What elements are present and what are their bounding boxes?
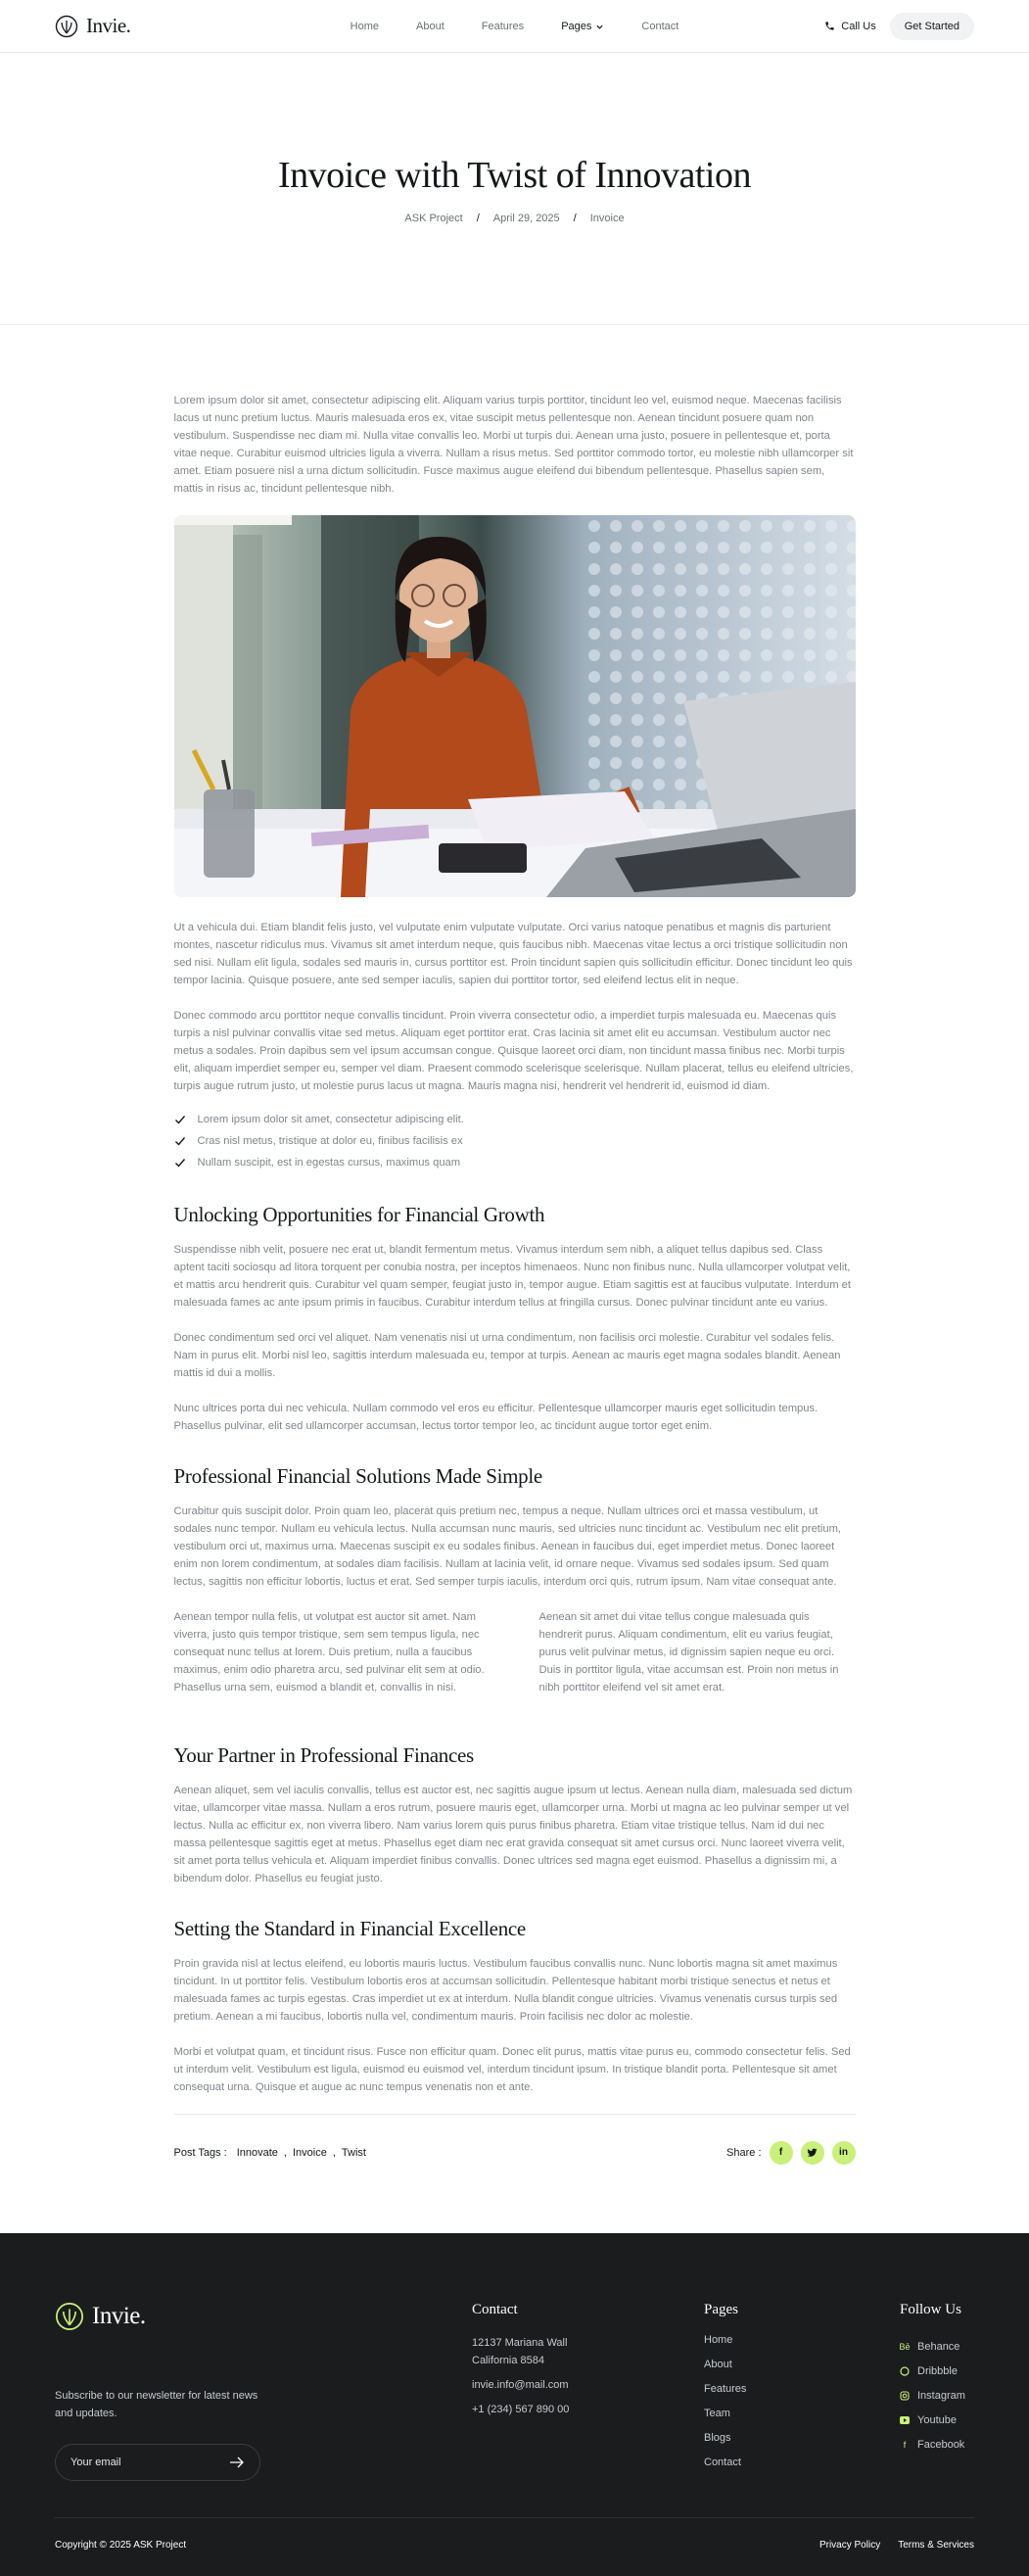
footer-link-blogs[interactable]: Blogs bbox=[704, 2432, 731, 2444]
address-line: California 8584 bbox=[472, 2355, 544, 2366]
linkedin-icon[interactable]: in bbox=[832, 2141, 856, 2165]
article-paragraph: Aenean aliquet, sem vel iaculis convallis, tellus est auctor est, nec sagittis augue ipsum ut lectus. Aenean nulla diam, malesuada sed dictum vitae, ullamcorper vitae massa. Nullam a eros rutrum, posuere mauris eget, ullamcorper urna. Morbi ut magna ac leo pulvinar semper ut vel lectus. Nulla ac efficitur ex, non viverra libero. Nam varius lorem quis purus finibus pharetra. Etiam vitae tristique tellus. Nam id dui nec massa pellentesque sagittis eget at metus. Phasellus eget diam nec erat gravida consequat sit amet cursus orci. Nunc laoreet viverra velit, sit amet porta tellus vehicula et. Aliquam imperdiet finibus convallis. Donec ultrices sed magna eget euismod. Phasellus a dignissim mi, a bibendum dolor. Phasellus eu feugiat justo. bbox=[173, 1785, 853, 1884]
logo[interactable] bbox=[55, 14, 130, 38]
footer-contact bbox=[472, 2302, 569, 2418]
post-meta bbox=[404, 213, 624, 224]
column-right-text: Aenean sit amet dui vitae tellus congue malesuada quis hendrerit purus. Aliquam condimentum, elit eu varius feugiat, purus velit pulvinar metus, id dignissim sapien neque eu orci. Duis in porttitor ligula, vitae accumsan est. Proin non metus in nibh porttitor eleifend vel sit amet erat. bbox=[538, 1611, 839, 1693]
phone-icon bbox=[824, 21, 835, 31]
tag-link[interactable]: Innovate bbox=[236, 2146, 278, 2159]
terms-link[interactable]: Terms & Services bbox=[898, 2540, 974, 2551]
twitter-icon[interactable] bbox=[801, 2141, 824, 2165]
article-paragraph: Donec commodo arcu porttitor neque convallis tincidunt. Proin viverra consectetur odio, a imperdiet turpis malesuada eu. Maecenas quis turpis a nisl pulvinar convallis vitae sed metus. Aliquam eget porttitor erat. Cras lacinia sit amet elit eu accumsan. Vestibulum auctor nec metus a sodales. Proin dapibus sem vel ipsum accumsan congue. Quisque laoreet orci diam, non tincidunt massa finibus nec. Morbi turpis elit, aliquam imperdiet semper eu, semper vel diam. Praesent commodo scelerisque scelerisque. Nullam placerat, tellus eu eleifend ultricies, turpis augue rutrum justo, ut molestie purus lacus ut magna. Mauris magna nisi, hendrerit vel hendrerit id, euismod id diam. bbox=[173, 1010, 854, 1092]
section-heading-growth: Unlocking Opportunities for Financial Growth bbox=[173, 1203, 545, 1226]
meta-separator: / bbox=[573, 212, 577, 224]
share-bar bbox=[726, 2141, 855, 2165]
woman-at-desk-illustration bbox=[174, 515, 856, 897]
privacy-policy-link[interactable]: Privacy Policy bbox=[819, 2540, 881, 2551]
footer-follow bbox=[900, 2302, 965, 2457]
footer-link-home[interactable]: Home bbox=[704, 2334, 733, 2346]
footer-link-features[interactable]: Features bbox=[704, 2383, 747, 2395]
nav-home[interactable]: Home bbox=[350, 21, 380, 32]
article-paragraph: Donec condimentum sed orci vel aliquet. Nam venenatis nisi ut urna condimentum, non facilisis orci molestie. Curabitur vel sodales felis. Nam in purus elit. Morbi nisl leo, sagittis interdum malesuada eu, tempor at turpis. Aenean ac mauris eget magna sodales blandit. Aenean mattis id dui a mollis. bbox=[173, 1332, 841, 1379]
footer-link-about[interactable]: About bbox=[704, 2359, 732, 2370]
meta-separator: / bbox=[476, 212, 480, 224]
list-item bbox=[174, 1130, 856, 1152]
instagram-icon bbox=[900, 2391, 910, 2401]
tag-link[interactable]: Invoice bbox=[292, 2146, 327, 2159]
footer-bottom-bar bbox=[55, 2517, 974, 2551]
get-started-button[interactable]: Get Started bbox=[890, 13, 974, 40]
list-item-text: Nullam suscipit, est in egestas cursus, maximus quam bbox=[197, 1157, 461, 1169]
nav-pages[interactable] bbox=[542, 21, 623, 32]
leaf-logo-icon bbox=[55, 2302, 84, 2331]
footer-heading: Contact bbox=[472, 2302, 518, 2317]
footer-heading: Pages bbox=[704, 2302, 738, 2317]
tags-label: Post Tags : bbox=[173, 2146, 227, 2159]
footer-heading: Follow Us bbox=[900, 2302, 961, 2317]
site-footer bbox=[0, 2233, 1029, 2576]
footer-logo-text: Invie. bbox=[92, 2303, 146, 2329]
article-paragraph: Suspendisse nibh velit, posuere nec erat ut, blandit fermentum metus. Vivamus interdum sem nibh, a aliquet tellus dapibus sed. Class aptent taciti sociosqu ad litora torquent per conubia nostra, per inceptos himenaeos. Nunc non finibus nunc. Nulla ullamcorper volutpat velit, et mattis arcu hendrerit quis. Curabitur vel quam semper, feugiat justo in, tempor augue. Etiam sagittis est at faucibus vulputate. Interdum et malesuada fames ac ante ipsum primis in faucibus. Curabitur interdum tellus at fringilla cursus. Donec pulvinar tincidunt ante eu varius. bbox=[173, 1244, 851, 1309]
logo-text: Invie. bbox=[86, 14, 131, 37]
social-link-instagram[interactable] bbox=[900, 2383, 965, 2408]
chevron-down-icon bbox=[595, 23, 604, 31]
share-label: Share : bbox=[726, 2146, 762, 2159]
nav-features[interactable]: Features bbox=[481, 21, 525, 32]
article-intro: Lorem ipsum dolor sit amet, consectetur adipiscing elit. Aliquam varius turpis porttitor, tincidunt leo vel, euismod neque. Maecenas facilisis lacus ut nunc pretium luctus. Mauris malesuada eros ex, vitae suscipit metus pellentesque non. Aenean tincidunt posuere quam non vestibulum. Suspendisse nec diam mi. Nulla vitae convallis leo. Morbi ut turpis dui. Aenean urna justo, posuere in pellentesque et, porta vitae neque. Curabitur euismod ultricies ligula a viverra. Nullam a risus metus. Sed porttitor commodo tortor, eu molestie nibh ullamcorper sit amet. Etiam posuere nisl a urna dictum sollicitudin. Fusce maximus augue eleifend dui bibendum pellentesque. Phasellus sapien sem, mattis in risus ac, tincidunt pellentesque nibh. bbox=[173, 395, 854, 495]
check-icon bbox=[174, 1157, 186, 1169]
leaf-logo-icon bbox=[55, 15, 78, 38]
contact-email[interactable]: invie.info@mail.com bbox=[472, 2379, 569, 2391]
social-label: Instagram bbox=[917, 2389, 965, 2402]
facebook-icon: f bbox=[903, 2439, 907, 2450]
post-tags bbox=[174, 2147, 366, 2159]
section-heading-solutions: Professional Financial Solutions Made Simple bbox=[173, 1464, 542, 1488]
list-item-text: Lorem ipsum dolor sit amet, consectetur adipiscing elit. bbox=[197, 1114, 464, 1125]
list-item-text: Cras nisl metus, tristique at dolor eu, finibus facilisis ex bbox=[197, 1135, 463, 1147]
social-label: Facebook bbox=[917, 2438, 965, 2451]
article-image bbox=[174, 515, 856, 897]
dribbble-icon bbox=[900, 2366, 910, 2376]
checklist bbox=[174, 1109, 856, 1173]
newsletter-form bbox=[55, 2444, 260, 2481]
article-paragraph: Ut a vehicula dui. Etiam blandit felis justo, vel vulputate enim vulputate vulputate. Orci varius natoque penatibus et magnis dis parturient montes, nascetur ridiculus mus. Vivamus sit amet interdum neque, quis faucibus nibh. Maecenas vitae lectus a orci tristique sollicitudin non sed nisi. Nullam elit ligula, sodales sed mauris in, cursus porttitor est. Proin tincidunt sapien quis sollicitudin efficitur. Donec tincidunt leo quis tempor lacinia. Quisque posuere, ante sed semper iaculis, sapien dui porttitor tortor, sed eleifend lectus elit in neque. bbox=[173, 922, 853, 986]
nav-contact[interactable]: Contact bbox=[641, 21, 679, 32]
list-item bbox=[174, 1109, 856, 1130]
list-item bbox=[174, 1152, 856, 1173]
contact-phone[interactable]: +1 (234) 567 890 00 bbox=[472, 2404, 570, 2415]
post-footer bbox=[174, 2114, 856, 2174]
footer-pages bbox=[704, 2302, 746, 2481]
article bbox=[174, 325, 856, 2174]
tag-separator: , bbox=[283, 2146, 287, 2159]
legal-links bbox=[819, 2540, 974, 2551]
nav-pages-label: Pages bbox=[561, 21, 592, 32]
call-us-label: Call Us bbox=[841, 20, 876, 32]
newsletter-text: Subscribe to our newsletter for latest news and updates. bbox=[55, 2390, 258, 2419]
social-label: Dribbble bbox=[917, 2364, 958, 2377]
two-column-text bbox=[174, 1608, 856, 1714]
post-category[interactable]: Invoice bbox=[589, 212, 625, 224]
email-input[interactable] bbox=[70, 2457, 217, 2468]
social-link-youtube[interactable] bbox=[900, 2408, 965, 2432]
nav-about[interactable]: About bbox=[416, 21, 444, 32]
post-author[interactable]: ASK Project bbox=[404, 212, 463, 224]
article-paragraph: Morbi et volutpat quam, et tincidunt risus. Fusce non efficitur quam. Donec elit purus, mattis vitae purus eu, commodo consectetur felis. Sed ut interdum velit. Vestibulum est ligula, euismod eu euismod vel, interdum tincidunt ipsum. In tristique blandit porta. Pellentesque sit amet consequat urna. Quisque et augue ac nunc tempus venenatis non et ante. bbox=[173, 2046, 851, 2093]
header-actions bbox=[824, 13, 974, 40]
footer-link-contact[interactable]: Contact bbox=[704, 2457, 741, 2468]
hero bbox=[0, 53, 1029, 325]
article-paragraph: Curabitur quis suscipit dolor. Proin quam leo, placerat quis pretium nec, tempus a neque. Nullam ultrices orci et massa vestibulum, ut sodales nunc tempor. Nullam eu vehicula lectus. Nulla accumsan nunc mauris, sed ultricies nunc tincidunt ac. Vestibulum nec elit pretium, vestibulum orci ut, maximus urna. Maecenas suscipit ex eu sodales finibus. Aenean in faucibus dui, eget imperdiet metus. Donec laoreet enim non lorem condimentum, at sodales diam facilisis. Nullam at lacinia velit, id ornare neque. Vivamus sed sodales ipsum. Sed quam lectus, sagittis non efficitur lobortis, luctus et erat. Sed semper turpis iaculis, interdum orci quis, rutrum ipsum. Nam vitae consequat ante. bbox=[173, 1505, 842, 1588]
site-header bbox=[0, 0, 1029, 53]
youtube-icon bbox=[900, 2415, 910, 2425]
footer-link-team[interactable]: Team bbox=[704, 2408, 730, 2419]
copyright: Copyright © 2025 ASK Project bbox=[55, 2540, 187, 2551]
section-heading-partner: Your Partner in Professional Finances bbox=[173, 1743, 474, 1767]
tag-separator: , bbox=[332, 2146, 336, 2159]
facebook-icon[interactable]: f bbox=[770, 2141, 793, 2165]
check-icon bbox=[174, 1114, 186, 1125]
tag-link[interactable]: Twist bbox=[341, 2146, 366, 2159]
social-label: Behance bbox=[917, 2340, 960, 2353]
social-label: Youtube bbox=[917, 2413, 957, 2426]
column-left-text: Aenean tempor nulla felis, ut volutpat est auctor sit amet. Nam viverra, justo quis tempor tristique, sem sem tempus ligula, nec consequat nunc tellus at lorem. Duis pretium, nulla a faucibus maximus, enim odio pharetra arcu, sed pulvinar elit sem at odio. Phasellus urna sem, euismod a blandit et, convallis in nisi. bbox=[173, 1611, 485, 1693]
social-link-behance[interactable] bbox=[900, 2334, 965, 2359]
article-paragraph: Nunc ultrices porta dui nec vehicula. Nullam commodo vel eros eu efficitur. Pellentesque ullamcorper mauris eget sollicitudin tempus. Phasellus pulvinar, elit sed ullamcorper accumsan, lectus tortor tempor leo, ac tincidunt augue tortor eget enim. bbox=[173, 1403, 819, 1432]
call-us-link[interactable] bbox=[824, 21, 875, 32]
section-heading-standard: Setting the Standard in Financial Excellence bbox=[173, 1917, 526, 1940]
article-paragraph: Proin gravida nisl at lectus eleifend, eu lobortis mauris luctus. Vestibulum faucibus convallis nunc. Nunc lobortis magna sit amet maximus tincidunt. In ut porttitor felis. Vestibulum lobortis eros at accumsan sollicitudin. Pellentesque habitant morbi tristique senectus et netus et malesuada fames ac turpis egestas. Cras imperdiet ut ex at interdum. Nulla blandit congue ultricies. Vivamus venenatis cursus turpis sed pretium. Aenean a mi faucibus, lobortis nulla vel, condimentum mauris. Proin facilisis nec dolor ac molestie. bbox=[173, 1958, 838, 2023]
behance-icon: Bē bbox=[899, 2341, 911, 2352]
social-link-facebook[interactable] bbox=[900, 2432, 965, 2457]
check-icon bbox=[174, 1135, 186, 1147]
address-line: 12137 Mariana Wall bbox=[472, 2337, 568, 2349]
page-title: Invoice with Twist of Innovation bbox=[277, 154, 751, 196]
arrow-right-icon[interactable] bbox=[229, 2457, 245, 2468]
post-date: April 29, 2025 bbox=[492, 212, 560, 224]
social-link-dribbble[interactable] bbox=[900, 2359, 965, 2383]
